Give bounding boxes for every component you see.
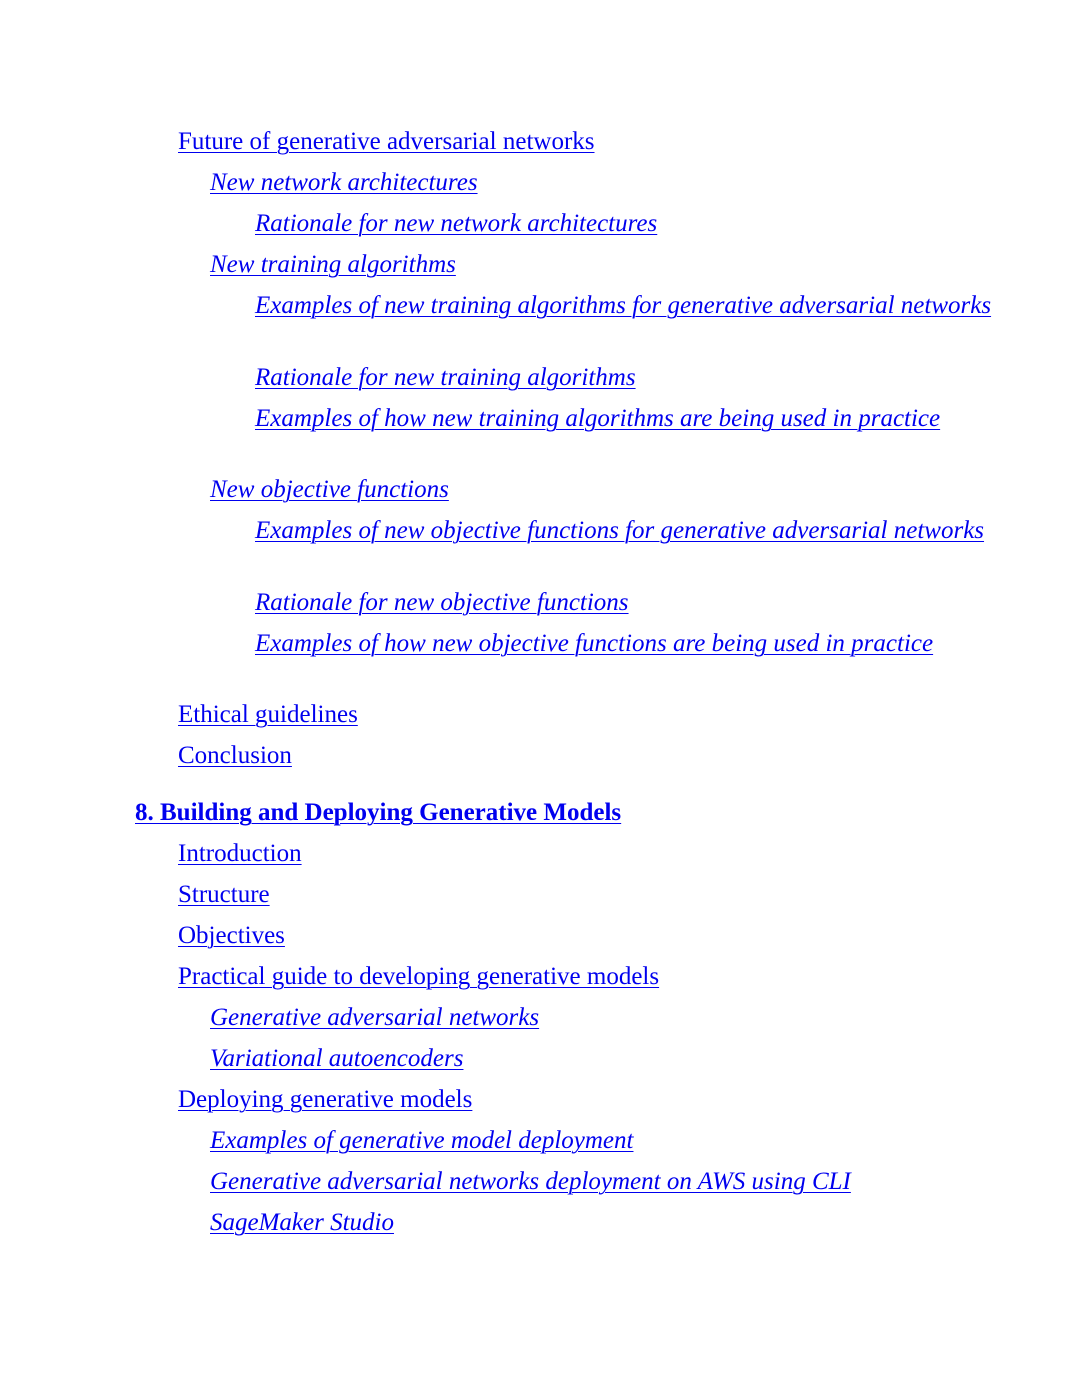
toc-link-rationale-training-algorithms[interactable]: Rationale for new training algorithms	[255, 364, 636, 391]
toc-link-objectives[interactable]: Objectives	[178, 922, 285, 949]
toc-link-ethical-guidelines[interactable]: Ethical guidelines	[178, 701, 358, 728]
toc-link-variational-autoencoders[interactable]: Variational autoencoders	[210, 1045, 464, 1072]
toc-link-practical-guide[interactable]: Practical guide to developing generative models	[178, 963, 660, 990]
toc-link-deploying-generative-models[interactable]: Deploying generative models	[178, 1086, 473, 1113]
toc-link-rationale-objective-functions[interactable]: Rationale for new objective functions	[255, 589, 629, 616]
toc-link-conclusion[interactable]: Conclusion	[178, 742, 292, 769]
toc-link-examples-training-algorithms[interactable]: Examples of new training algorithms for generative adversarial networks	[255, 292, 992, 319]
toc-link-objective-functions-in-practice[interactable]: Examples of how new objective functions are being used in practice	[255, 630, 934, 657]
toc-link-sagemaker-studio[interactable]: SageMaker Studio	[210, 1209, 394, 1236]
toc-link-introduction[interactable]: Introduction	[178, 840, 302, 867]
toc-link-future-of-gans[interactable]: Future of generative adversarial networks	[178, 128, 595, 155]
toc-link-training-algorithms-in-practice[interactable]: Examples of how new training algorithms are being used in practice	[255, 405, 941, 432]
toc-link-structure[interactable]: Structure	[178, 881, 270, 908]
toc-chapter-8-heading[interactable]: 8. Building and Deploying Generative Models	[135, 799, 622, 826]
toc-link-gans[interactable]: Generative adversarial networks	[210, 1004, 540, 1031]
toc-link-deployment-examples[interactable]: Examples of generative model deployment	[210, 1127, 634, 1154]
toc-link-examples-objective-functions[interactable]: Examples of new objective functions for generative adversarial networks	[255, 517, 985, 544]
toc-link-rationale-network-architectures[interactable]: Rationale for new network architectures	[255, 210, 658, 237]
toc-link-new-training-algorithms[interactable]: New training algorithms	[210, 251, 456, 278]
toc-link-gan-deployment-aws-cli[interactable]: Generative adversarial networks deployment on AWS using CLI	[210, 1168, 851, 1195]
toc-link-new-objective-functions[interactable]: New objective functions	[210, 476, 449, 503]
toc-link-new-network-architectures[interactable]: New network architectures	[210, 169, 478, 196]
